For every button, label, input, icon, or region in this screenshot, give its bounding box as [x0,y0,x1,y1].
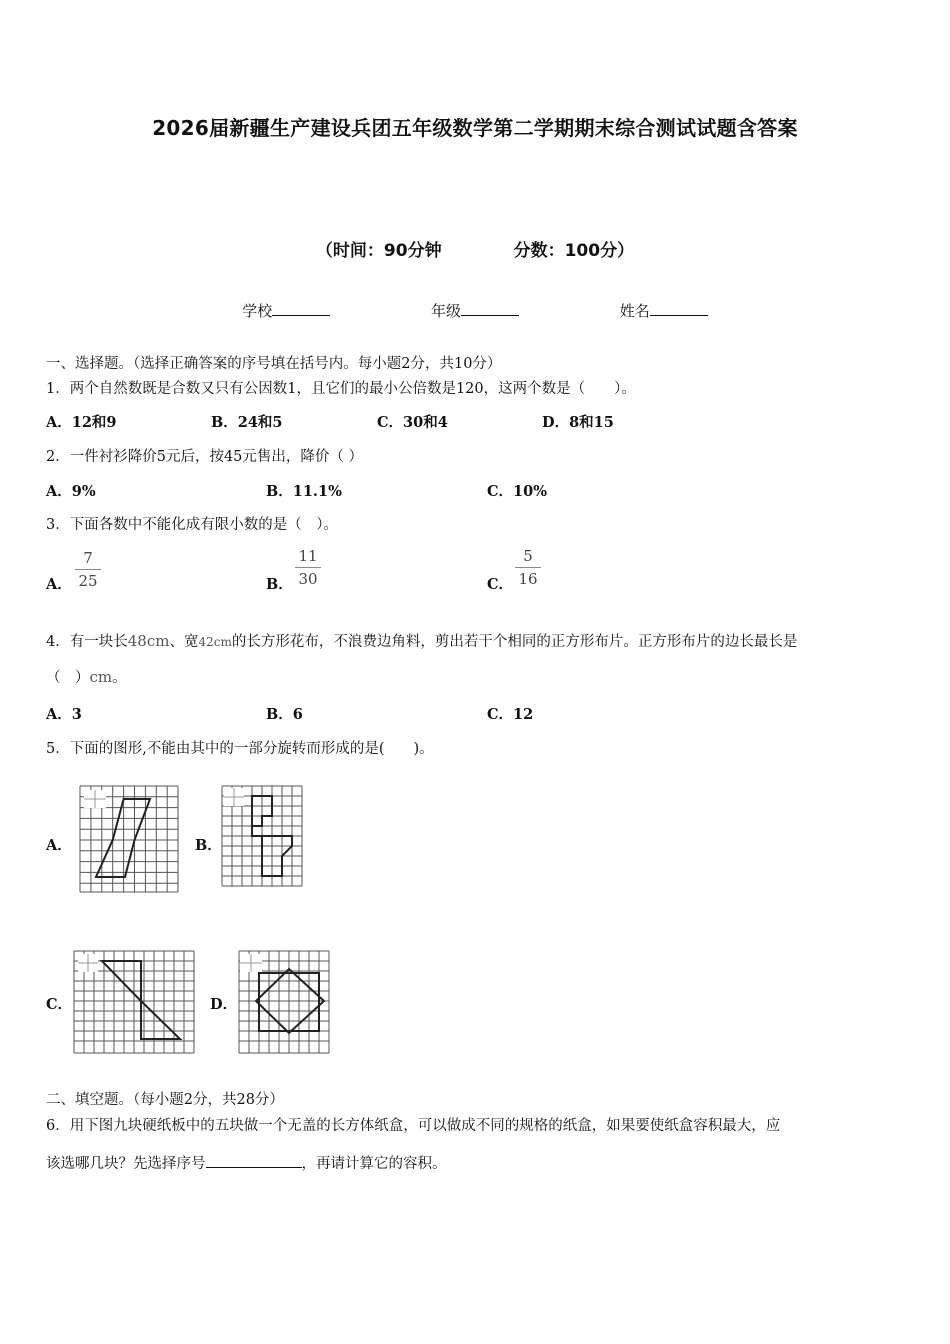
q5-figure-c [72,948,196,1056]
q5-option-b[interactable]: B． [195,837,222,854]
q3-text: 3．下面各数中不能化成有限小数的是（ ）。 [46,517,338,533]
student-fields [0,300,950,321]
q5-option-d[interactable]: D． [210,996,238,1013]
exam-info [0,236,950,261]
q4-option-a[interactable]: A．3 [46,706,82,723]
q5-text: 5．下面的图形,不能由其中的一部分旋转而形成的是( )。 [46,741,434,757]
q4-width: 42cm [198,635,232,649]
q3-fraction-b: 11 30 [293,547,323,588]
q3-option-b[interactable]: B． [266,576,293,593]
q6-answer-blank[interactable] [206,1153,302,1168]
section1-header: 一、选择题。（选择正确答案的序号填在括号内。每小题2分，共10分） [46,356,502,372]
q1-option-a[interactable]: A．12和9 [46,414,117,431]
q4-option-b[interactable]: B．6 [266,706,303,723]
school-field[interactable]: 学校 [242,300,330,321]
q2-option-b[interactable]: B．11.1% [266,483,342,500]
q3-fraction-c: 5 16 [513,547,543,588]
q2-option-a[interactable]: A．9% [46,483,96,500]
q5-figure-d [236,948,332,1056]
q4-unit: cm [89,668,113,686]
q5-option-c[interactable]: C． [46,996,73,1013]
name-field[interactable]: 姓名 [620,300,708,321]
q6-text-line1: 6．用下图九块硬纸板中的五块做一个无盖的长方体纸盒，可以做成不同的规格的纸盒，如果要使纸盒容积最大，应 [46,1118,781,1134]
page-title: 2026届新疆生产建设兵团五年级数学第二学期期末综合测试试题含答案 [152,116,798,140]
q4-length: 48cm [127,632,170,650]
q5-figure-a [78,782,182,894]
q4-text-line2: （ ）cm。 [46,668,127,686]
grade-field[interactable]: 年级 [431,300,519,321]
section2-header: 二、填空题。（每小题2分，共28分） [46,1092,284,1108]
q2-option-c[interactable]: C．10% [487,483,547,500]
score-label: 分数：100分） [513,241,635,261]
time-label: （时间：90分钟 [315,241,442,261]
q3-option-c[interactable]: C． [487,576,514,593]
q4-text: 4．有一块长48cm、宽42cm的长方形花布，不浪费边角料，剪出若干个相同的正方形布片。正方形布片的边长最长是 [46,632,798,650]
q6-text-line2: 该选哪几块？先选择序号 ，再请计算它的容积。 [46,1152,447,1173]
q3-option-a[interactable]: A． [46,576,72,593]
q5-figure-b [220,782,304,888]
q1-option-d[interactable]: D．8和15 [542,414,614,431]
q2-text: 2．一件衬衫降价5元后，按45元售出，降价（ ） [46,449,364,465]
q5-option-a[interactable]: A． [46,837,72,854]
q1-text: 1．两个自然数既是合数又只有公因数1，且它们的最小公倍数是120，这两个数是（ ）。 [46,381,636,397]
q3-fraction-a: 7 25 [73,549,103,590]
q1-option-b[interactable]: B．24和5 [211,414,283,431]
q1-option-c[interactable]: C．30和4 [377,414,448,431]
q4-option-c[interactable]: C．12 [487,706,534,723]
